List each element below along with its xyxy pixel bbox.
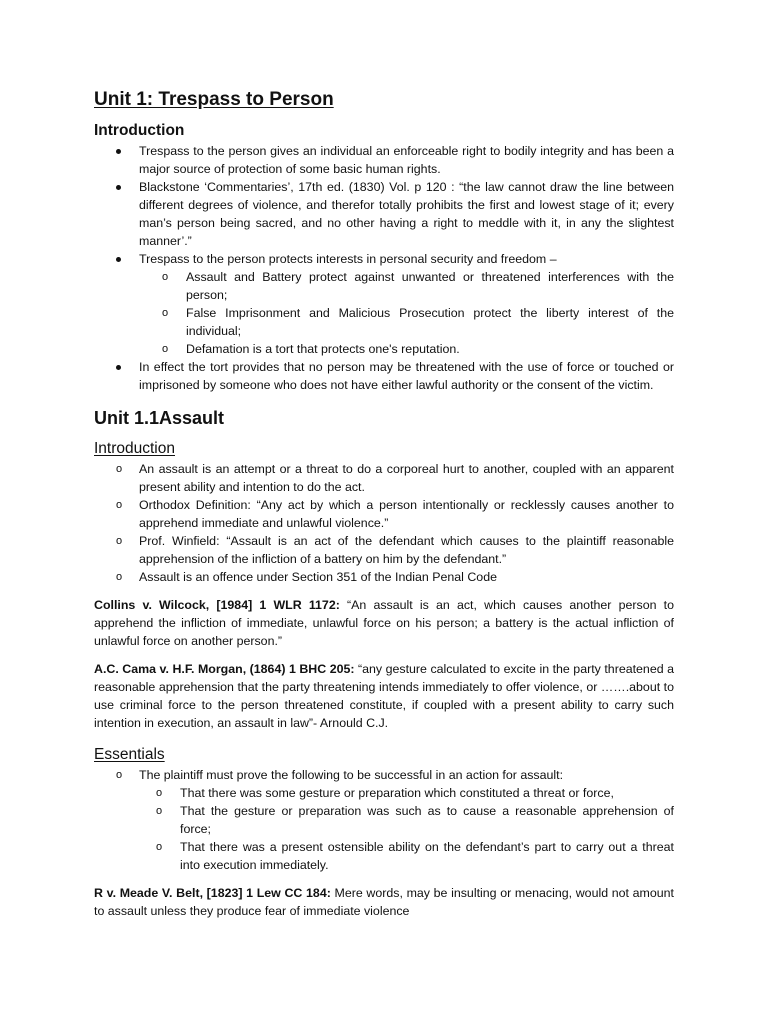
circle-bullet-icon: o — [162, 271, 169, 283]
unit1-bullet-list — [94, 142, 674, 394]
unit11-title: Unit 1.1Assault — [94, 408, 225, 428]
list-item: Trespass to the person gives an individual an enforceable right to bodily integrity and has been a major source of protection of some basic human rights. — [94, 142, 674, 178]
unit1-title: Unit 1: Trespass to Person — [94, 89, 334, 110]
case-paragraph: Collins v. Wilcock, [1984] 1 WLR 1172: “An assault is an act, which causes another person to apprehend the infliction of immediate, unlawful force on his person; a battery is the actual infliction of unlawful force on another person.” — [94, 598, 674, 648]
circle-bullet-icon: o — [162, 307, 169, 319]
list-item: In effect the tort provides that no person may be threatened with the use of force or touched or imprisoned by someone who does not have either lawful authority or the consent of the victim. — [94, 358, 674, 394]
list-item: o False Imprisonment and Malicious Prosecution protect the liberty interest of the individual; — [162, 306, 674, 338]
list-item: o That the gesture or preparation was such as to cause a reasonable apprehension of force; — [156, 804, 674, 836]
unit1-sub-list — [139, 268, 674, 358]
essentials-list — [94, 766, 674, 784]
essentials-sub-list — [94, 784, 674, 874]
case-name: A.C. Cama v. H.F. Morgan, (1864) 1 BHC 205: — [94, 662, 355, 676]
circle-bullet-icon: o — [156, 787, 163, 799]
list-item: Blackstone ‘Commentaries’, 17th ed. (1830) Vol. p 120 : “the law cannot draw the line between different degrees of violence, and therefor totally prohibits the first and lowest stage of it; every man’s person being sacred, and no other having a right to meddle with it, in any the slightest manner’.” — [94, 178, 674, 250]
unit11-intro-heading: Introduction — [94, 440, 175, 457]
circle-bullet-icon: o — [116, 535, 123, 547]
unit1-intro-heading: Introduction — [94, 122, 185, 139]
circle-bullet-icon: o — [116, 463, 123, 475]
circle-bullet-icon: o — [156, 841, 163, 853]
bullet-icon — [116, 178, 121, 196]
circle-bullet-icon: o — [116, 499, 123, 511]
case-name: Collins v. Wilcock, [1984] 1 WLR 1172: — [94, 598, 340, 612]
bullet-icon — [116, 250, 121, 268]
bullet-icon — [116, 142, 121, 160]
list-item: o Assault and Battery protect against unwanted or threatened interferences with the person; — [162, 270, 674, 302]
case-name: R v. Meade V. Belt, [1823] 1 Lew CC 184: — [94, 886, 331, 900]
bullet-icon — [116, 358, 121, 376]
circle-bullet-icon: o — [116, 571, 123, 583]
list-item: Trespass to the person protects interests in personal security and freedom – o Assault and Battery protect against unwanted or threatened interferences with the person; o False Imprisonment and Malicious Prosecution protect the liberty interest of the individual; o Defamation is a tort that protects one's reputation. — [94, 250, 674, 358]
case-paragraph: A.C. Cama v. H.F. Morgan, (1864) 1 BHC 205: “any gesture calculated to excite in the party threatened a reasonable apprehension that the party threatening intends immediately to offer violence, or …….about to use criminal force to the person threatened constitute, if coupled with a present ability to carry such intention in execution, an assault in law”- Arnould C.J. — [94, 662, 674, 730]
circle-bullet-icon: o — [162, 343, 169, 355]
list-item: o That there was a present ostensible ability on the defendant’s part to carry out a threat into execution immediately. — [156, 840, 674, 872]
list-item: o The plaintiff must prove the following to be successful in an action for assault: — [116, 768, 564, 782]
list-item: o Defamation is a tort that protects one's reputation. — [162, 342, 460, 356]
document-body — [94, 86, 674, 920]
unit11-intro-list — [94, 460, 674, 586]
list-item: o That there was some gesture or preparation which constituted a threat or force, — [156, 786, 614, 800]
case-paragraph: R v. Meade V. Belt, [1823] 1 Lew CC 184: Mere words, may be insulting or menacing, would not amount to assault unless they produce fear of immediate violence — [94, 886, 674, 918]
list-item: o Orthodox Definition: “Any act by which a person intentionally or recklessly causes another to apprehend immediate and unlawful violence.” — [116, 498, 674, 530]
circle-bullet-icon: o — [116, 769, 123, 781]
essentials-heading: Essentials — [94, 746, 165, 763]
circle-bullet-icon: o — [156, 805, 163, 817]
list-item: o An assault is an attempt or a threat to do a corporeal hurt to another, coupled with an apparent present ability and intention to do the act. — [116, 462, 674, 494]
list-item: o Assault is an offence under Section 351 of the Indian Penal Code — [116, 570, 497, 584]
list-item: o Prof. Winfield: “Assault is an act of the defendant which causes to the plaintiff reasonable apprehension of the infliction of a battery on him by the defendant.” — [116, 534, 674, 566]
